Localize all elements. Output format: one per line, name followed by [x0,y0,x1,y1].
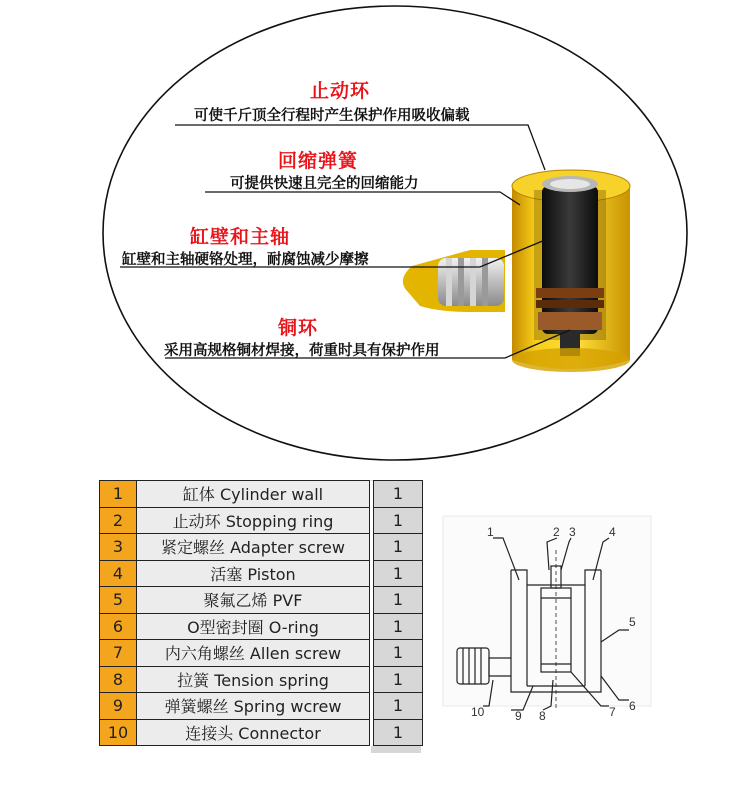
callout-desc-wall-shaft: 缸壁和主轴硬铬处理，耐腐蚀减少摩擦 [122,252,369,268]
schematic-label-6: 6 [629,699,636,713]
parts-row [100,666,423,693]
part-quantity: 1 [374,613,423,640]
part-number: 10 [100,719,137,746]
callout-title-wall-shaft: 缸壁和主轴 [190,226,291,248]
part-quantity: 1 [374,560,423,587]
schematic-label-9: 9 [515,709,522,723]
part-number: 8 [100,666,137,693]
part-name: 拉簧 Tension spring [137,666,370,693]
callout-desc-copper-ring: 采用高规格铜材焊接，荷重时具有保护作用 [164,343,440,359]
part-number: 5 [100,587,137,614]
callout-title-stop-ring: 止动环 [310,80,371,102]
part-quantity: 1 [374,534,423,561]
part-quantity: 1 [374,666,423,693]
schematic-drawing [423,480,683,753]
parts-row [100,613,423,640]
part-quantity: 1 [374,640,423,667]
part-number: 1 [100,481,137,508]
part-quantity: 1 [374,481,423,508]
parts-table [99,480,423,746]
parts-row [100,719,423,746]
parts-row [100,560,423,587]
part-name: 活塞 Piston [137,560,370,587]
schematic-label-5: 5 [629,615,636,629]
part-name: 聚氟乙烯 PVF [137,587,370,614]
schematic-label-10: 10 [471,705,485,719]
part-number: 4 [100,560,137,587]
part-quantity: 1 [374,719,423,746]
schematic-label-4: 4 [609,525,616,539]
cross-section-schematic [423,480,683,753]
schematic-label-7: 7 [609,705,616,719]
part-number: 2 [100,507,137,534]
parts-row [100,640,423,667]
callout-title-return-spring: 回缩弹簧 [278,150,359,172]
part-name: O型密封圈 O-ring [137,613,370,640]
part-quantity: 1 [374,507,423,534]
part-quantity: 1 [374,587,423,614]
schematic-label-1: 1 [487,525,494,539]
part-number: 3 [100,534,137,561]
callout-title-copper-ring: 铜环 [278,317,319,339]
part-name: 内六角螺丝 Allen screw [137,640,370,667]
callout-desc-return-spring: 可提供快速且完全的回缩能力 [230,176,419,192]
parts-row [100,534,423,561]
part-number: 9 [100,693,137,720]
schematic-label-3: 3 [569,525,576,539]
callout-desc-stop-ring: 可使千斤顶全行程时产生保护作用吸收偏载 [194,108,470,124]
part-name: 紧定螺丝 Adapter screw [137,534,370,561]
part-name: 止动环 Stopping ring [137,507,370,534]
schematic-label-8: 8 [539,709,546,723]
part-number: 6 [100,613,137,640]
part-name: 弹簧螺丝 Spring wcrew [137,693,370,720]
parts-row [100,693,423,720]
parts-row [100,481,423,508]
part-number: 7 [100,640,137,667]
part-name: 连接头 Connector [137,719,370,746]
part-quantity: 1 [374,693,423,720]
parts-row [100,507,423,534]
schematic-label-2: 2 [553,525,560,539]
parts-row [100,587,423,614]
part-name: 缸体 Cylinder wall [137,481,370,508]
